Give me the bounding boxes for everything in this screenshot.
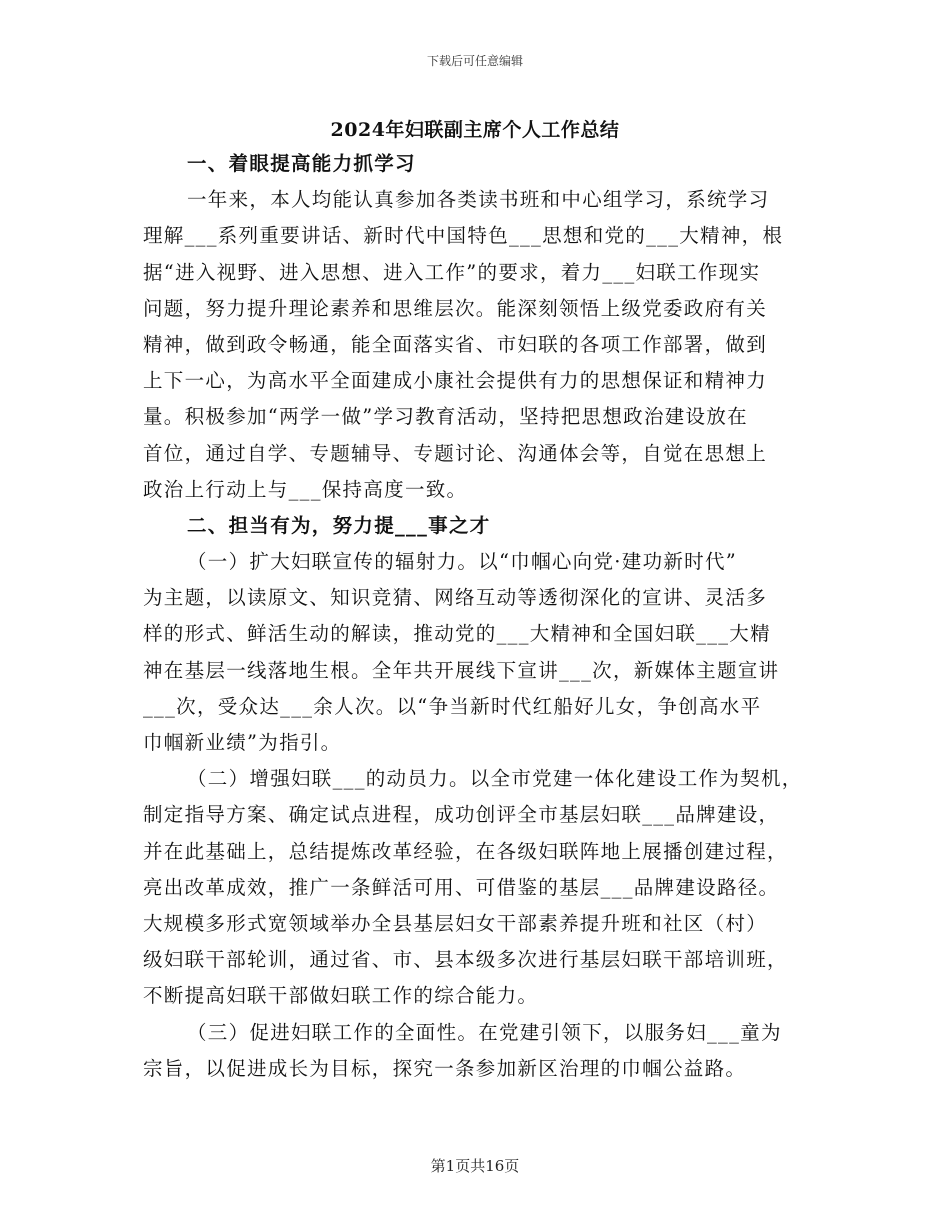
paragraph-line: 理解___系列重要讲话、新时代中国特色___思想和党的___大精神，根 (143, 224, 784, 248)
paragraph-line: 制定指导方案、确定试点进程，成功创评全市基层妇联___品牌建设， (143, 803, 780, 827)
paragraph-line: （三）促进妇联工作的全面性。在党建引领下，以服务妇___童为 (187, 1020, 782, 1044)
paragraph-line: 政治上行动上与___保持高度一致。 (143, 477, 468, 501)
paragraph-line: （一）扩大妇联宣传的辐射力。以“巾帼心向党·建功新时代” (187, 550, 738, 574)
paragraph-line: 量。积极参加“两学一做”学习教育活动，坚持把思想政治建设放在 (143, 405, 748, 429)
page-number: 第1页共16页 (430, 1157, 520, 1175)
paragraph-line: 大规模多形式宽领域举办全县基层妇女干部素养提升班和社区（村） (143, 911, 768, 935)
paragraph-line: 级妇联干部轮训，通过省、市、县本级多次进行基层妇联干部培训班， (143, 948, 788, 972)
document-title: 2024年妇联副主席个人工作总结 (330, 119, 620, 141)
paragraph-line: 一年来，本人均能认真参加各类读书班和中心组学习，系统学习 (187, 188, 770, 212)
paragraph-line: 不断提高妇联干部做妇联工作的综合能力。 (143, 984, 539, 1008)
paragraph-line: 首位，通过自学、专题辅导、专题讨论、沟通体会等，自觉在思想上 (143, 441, 768, 465)
paragraph-line: 巾帼新业绩”为指引。 (143, 731, 342, 754)
section-heading-2: 二、担当有为，努力提___事之才 (187, 513, 491, 537)
paragraph-line: 精神，做到政令畅通，能全面落实省、市妇联的各项工作部署，做到 (143, 332, 768, 356)
paragraph-line: （二）增强妇联___的动员力。以全市党建一体化建设工作为契机， (187, 767, 803, 791)
paragraph-line: 据“进入视野、进入思想、进入工作”的要求，着力___妇联工作现实 (143, 260, 761, 284)
header-note: 下载后可任意编辑 (426, 54, 523, 68)
paragraph-line: 亮出改革成效，推广一条鲜活可用、可借鉴的基层___品牌建设路径。 (143, 875, 780, 899)
paragraph-line: 上下一心，为高水平全面建成小康社会提供有力的思想保证和精神力 (143, 369, 768, 393)
paragraph-line: 问题，努力提升理论素养和思维层次。能深刻领悟上级党委政府有关 (143, 296, 768, 320)
paragraph-line: 宗旨，以促进成长为目标，探究一条参加新区治理的巾帼公益路。 (143, 1056, 747, 1080)
paragraph-line: 为主题，以读原文、知识竞猜、网络互动等透彻深化的宣讲、灵活多 (143, 586, 768, 610)
paragraph-line: 样的形式、鲜活生动的解读，推动党的___大精神和全国妇联___大精 (143, 622, 771, 646)
document-body (143, 146, 808, 1087)
paragraph-line: 神在基层一线落地生根。全年共开展线下宣讲___次，新媒体主题宣讲 (143, 658, 780, 682)
section-heading-1: 一、着眼提高能力抓学习 (187, 152, 416, 175)
paragraph-line: ___次，受众达___余人次。以“争当新时代红船好儿女，争创高水平 (143, 694, 762, 718)
paragraph-line: 并在此基础上，总结提炼改革经验，在各级妇联阵地上展播创建过程， (143, 839, 788, 863)
